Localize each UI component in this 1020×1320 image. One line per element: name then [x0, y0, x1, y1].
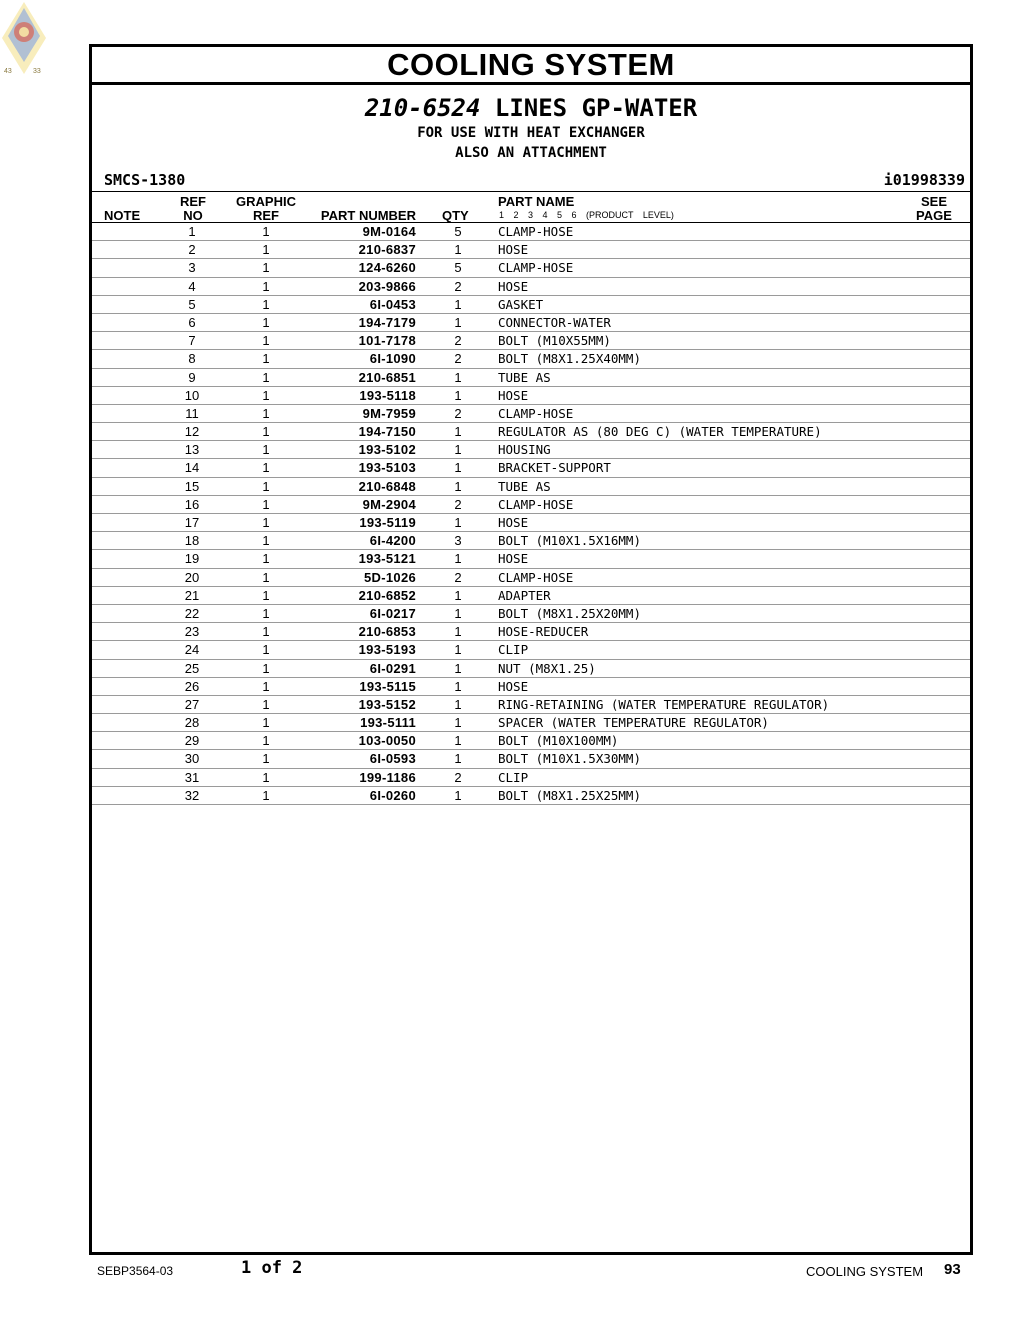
table-row: [92, 641, 970, 659]
part-number: 194-7179: [358, 314, 416, 330]
graphic-ref: 1: [262, 333, 270, 349]
ref-no: 7: [188, 333, 196, 349]
part-name: CLAMP-HOSE: [498, 260, 574, 276]
quantity: 3: [454, 533, 462, 549]
quantity: 1: [454, 624, 462, 640]
table-row: [92, 350, 970, 368]
part-name: HOSE: [498, 678, 529, 694]
part-number: 9M-7959: [362, 405, 416, 421]
quantity: 1: [454, 605, 462, 621]
logo-number-right: 33: [33, 68, 41, 75]
quantity: 1: [454, 551, 462, 567]
part-name: BOLT (M8X1.25X20MM): [498, 605, 641, 621]
graphic-ref: 1: [262, 478, 270, 494]
table-header: [92, 191, 970, 223]
header-qty: QTY: [442, 208, 469, 223]
ref-no: 1: [188, 224, 196, 239]
graphic-ref: 1: [262, 424, 270, 440]
table-row: [92, 569, 970, 587]
header-part-number: PART NUMBER: [320, 208, 416, 223]
ref-no: 2: [188, 242, 196, 258]
part-number: 124-6260: [358, 260, 416, 276]
ref-no: 18: [184, 533, 200, 549]
quantity: 1: [454, 678, 462, 694]
part-name: SPACER (WATER TEMPERATURE REGULATOR): [498, 715, 769, 731]
graphic-ref: 1: [262, 660, 270, 676]
part-number: 9M-0164: [362, 224, 416, 239]
ref-no: 4: [188, 278, 196, 294]
table-row: [92, 296, 970, 314]
group-heading: [92, 93, 970, 163]
doc-number: SEBP3564-03: [97, 1264, 174, 1278]
part-name: BOLT (M10X55MM): [498, 333, 611, 349]
quantity: 1: [454, 733, 462, 749]
part-name: CLIP: [498, 642, 529, 658]
header-see-top: SEE: [920, 194, 947, 209]
graphic-ref: 1: [262, 460, 270, 476]
table-row: [92, 223, 970, 241]
graphic-ref: 1: [262, 715, 270, 731]
ref-no: 31: [184, 769, 200, 785]
part-number: 203-9866: [358, 278, 416, 294]
quantity: 1: [454, 242, 462, 258]
ref-no: 15: [184, 478, 200, 494]
quantity: 1: [454, 296, 462, 312]
part-name: HOSE: [498, 515, 529, 530]
graphic-ref: 1: [262, 369, 270, 385]
part-name: CLAMP-HOSE: [498, 405, 574, 421]
footer-section: COOLING SYSTEM: [806, 1264, 924, 1279]
quantity: 1: [454, 424, 462, 440]
ref-no: 10: [184, 387, 200, 403]
page-number: 93: [944, 1261, 961, 1278]
part-number: 210-6851: [358, 369, 416, 385]
publisher-logo: [0, 0, 48, 78]
part-number: 210-6853: [358, 624, 416, 640]
table-row: [92, 459, 970, 477]
ref-no: 24: [184, 642, 200, 658]
ref-no: 29: [184, 733, 200, 749]
group-note-1: FOR USE WITH HEAT EXCHANGER: [417, 125, 645, 141]
part-name: BOLT (M10X1.5X30MM): [498, 751, 641, 767]
ref-no: 23: [184, 624, 200, 640]
group-note-2: ALSO AN ATTACHMENT: [455, 145, 607, 161]
graphic-ref: 1: [262, 442, 270, 458]
quantity: 2: [454, 351, 462, 367]
graphic-ref: 1: [262, 769, 270, 785]
part-number: 210-6852: [358, 587, 416, 603]
ref-no: 3: [188, 260, 196, 276]
ref-no: 14: [184, 460, 200, 476]
table-row: [92, 241, 970, 259]
graphic-ref: 1: [262, 733, 270, 749]
ref-no: 32: [184, 787, 200, 803]
graphic-ref: 1: [262, 587, 270, 603]
graphic-ref: 1: [262, 605, 270, 621]
graphic-ref: 1: [262, 751, 270, 767]
quantity: 2: [454, 405, 462, 421]
graphic-ref: 1: [262, 496, 270, 512]
part-name: HOSE: [498, 551, 529, 567]
part-number: 6I-0260: [369, 787, 416, 803]
table-row: [92, 678, 970, 696]
smcs-code: SMCS-1380: [104, 171, 186, 189]
part-name: HOSE: [498, 278, 529, 294]
ref-no: 21: [184, 587, 200, 603]
part-name: TUBE AS: [498, 369, 551, 385]
table-row: [92, 623, 970, 641]
group-title-line: [92, 93, 970, 123]
ref-no: 16: [184, 496, 200, 512]
graphic-ref: 1: [262, 242, 270, 258]
ref-no: 28: [184, 715, 200, 731]
table-row: [92, 532, 970, 550]
graphic-ref: 1: [262, 314, 270, 330]
graphic-ref: 1: [262, 569, 270, 585]
group-part-number: 210-6524: [364, 94, 481, 122]
table-row: [92, 605, 970, 623]
table-row: [92, 496, 970, 514]
table-row: [92, 441, 970, 459]
graphic-ref: 1: [262, 296, 270, 312]
part-name: TUBE AS: [498, 478, 551, 494]
quantity: 2: [454, 496, 462, 512]
part-number: 6I-0291: [369, 660, 416, 676]
part-number: 101-7178: [358, 333, 416, 349]
illustration-id: i01998339: [883, 171, 965, 189]
quantity: 2: [454, 333, 462, 349]
part-number: 193-5103: [358, 460, 416, 476]
part-name: HOSE-REDUCER: [498, 624, 589, 640]
part-number: 199-1186: [359, 769, 416, 785]
part-number: 194-7150: [358, 424, 416, 440]
quantity: 1: [454, 478, 462, 494]
graphic-ref: 1: [262, 224, 270, 239]
table-row: [92, 750, 970, 768]
table-row: [92, 423, 970, 441]
part-number: 193-5118: [359, 387, 416, 403]
graphic-ref: 1: [262, 551, 270, 567]
table-row: [92, 550, 970, 568]
part-name: BOLT (M10X1.5X16MM): [498, 533, 641, 549]
quantity: 5: [454, 260, 462, 276]
table-row: [92, 660, 970, 678]
quantity: 1: [454, 442, 462, 458]
part-name: CLAMP-HOSE: [498, 496, 574, 512]
quantity: 1: [454, 660, 462, 676]
table-row: [92, 259, 970, 277]
quantity: 1: [454, 314, 462, 330]
header-ref-top: REF: [180, 194, 206, 209]
table-row: [92, 787, 970, 805]
graphic-ref: 1: [262, 405, 270, 421]
logo-number-left: 43: [4, 68, 12, 75]
ref-no: 11: [185, 405, 199, 421]
part-name: NUT (M8X1.25): [498, 660, 596, 676]
header-graphic-bottom: REF: [253, 208, 279, 223]
ref-no: 5: [188, 296, 196, 312]
table-row: [92, 387, 970, 405]
part-name: REGULATOR AS (80 DEG C) (WATER TEMPERATURE): [498, 424, 822, 440]
section-title: COOLING SYSTEM: [92, 47, 970, 85]
table-row: [92, 514, 970, 532]
part-number: 6I-0593: [369, 751, 416, 767]
graphic-ref: 1: [262, 260, 270, 276]
part-number: 193-5115: [359, 678, 416, 694]
quantity: 1: [454, 787, 462, 803]
ref-no: 12: [184, 424, 200, 440]
ref-no: 9: [188, 369, 196, 385]
part-number: 5D-1026: [364, 569, 416, 585]
graphic-ref: 1: [262, 387, 270, 403]
part-name: CLAMP-HOSE: [498, 569, 574, 585]
ref-no: 20: [184, 569, 200, 585]
header-ref-bottom: NO: [183, 208, 203, 223]
header-graphic-top: GRAPHIC: [236, 194, 296, 209]
part-name: BOLT (M8X1.25X25MM): [498, 787, 641, 803]
page-footer: [0, 1256, 1020, 1286]
part-name: BRACKET-SUPPORT: [498, 460, 611, 476]
ref-no: 6: [188, 314, 196, 330]
part-number: 6I-0453: [369, 296, 416, 312]
table-row: [92, 278, 970, 296]
quantity: 1: [454, 587, 462, 603]
ref-no: 27: [184, 696, 200, 712]
quantity: 1: [454, 460, 462, 476]
part-number: 193-5193: [358, 642, 416, 658]
ref-no: 17: [184, 515, 200, 530]
quantity: 2: [454, 569, 462, 585]
table-row: [92, 769, 970, 787]
graphic-ref: 1: [262, 278, 270, 294]
header-product-level: 1 2 3 4 5 6 (PRODUCT LEVEL): [499, 210, 674, 220]
table-row: [92, 478, 970, 496]
graphic-ref: 1: [262, 787, 270, 803]
part-name: BOLT (M10X100MM): [498, 733, 619, 749]
header-see-bottom: PAGE: [916, 208, 952, 223]
header-part-name: PART NAME: [498, 194, 575, 209]
part-name: BOLT (M8X1.25X40MM): [498, 351, 641, 367]
graphic-ref: 1: [262, 515, 270, 530]
quantity: 1: [454, 715, 462, 731]
part-number: 6I-4200: [369, 533, 416, 549]
quantity: 1: [454, 387, 462, 403]
parts-table-body: [92, 223, 970, 805]
quantity: 1: [454, 369, 462, 385]
ref-no: 30: [184, 751, 200, 767]
part-number: 193-5119: [359, 515, 416, 530]
table-row: [92, 332, 970, 350]
part-name: HOUSING: [498, 442, 551, 458]
quantity: 2: [454, 278, 462, 294]
part-number: 210-6848: [358, 478, 416, 494]
parts-page-frame: [89, 44, 973, 1255]
part-number: 193-5111: [360, 715, 416, 731]
part-number: 193-5152: [358, 696, 416, 712]
ref-no: 19: [184, 551, 200, 567]
graphic-ref: 1: [262, 642, 270, 658]
part-name: RING-RETAINING (WATER TEMPERATURE REGULATOR): [498, 696, 830, 712]
ref-no: 26: [184, 678, 200, 694]
ref-no: 13: [184, 442, 200, 458]
table-row: [92, 696, 970, 714]
part-number: 193-5121: [358, 551, 416, 567]
table-row: [92, 369, 970, 387]
page-of-count: 1 of 2: [241, 1258, 303, 1278]
quantity: 2: [454, 769, 462, 785]
smcs-row: [92, 169, 970, 191]
group-name: LINES GP-WATER: [494, 94, 698, 122]
table-row: [92, 732, 970, 750]
graphic-ref: 1: [262, 696, 270, 712]
ref-no: 22: [184, 605, 200, 621]
table-row: [92, 587, 970, 605]
part-name: HOSE: [498, 242, 529, 258]
ref-no: 25: [184, 660, 200, 676]
graphic-ref: 1: [262, 533, 270, 549]
part-name: GASKET: [498, 296, 544, 312]
ref-no: 8: [188, 351, 196, 367]
part-name: HOSE: [498, 387, 529, 403]
graphic-ref: 1: [262, 351, 270, 367]
part-name: CONNECTOR-WATER: [498, 314, 611, 330]
part-number: 210-6837: [358, 242, 416, 258]
graphic-ref: 1: [262, 624, 270, 640]
table-row: [92, 405, 970, 423]
part-name: CLAMP-HOSE: [498, 224, 574, 239]
graphic-ref: 1: [262, 678, 270, 694]
header-note: NOTE: [104, 208, 141, 223]
part-name: CLIP: [498, 769, 529, 785]
quantity: 1: [454, 751, 462, 767]
part-number: 6I-1090: [369, 351, 416, 367]
quantity: 1: [454, 642, 462, 658]
quantity: 1: [454, 696, 462, 712]
quantity: 1: [454, 515, 462, 530]
part-number: 193-5102: [358, 442, 416, 458]
table-row: [92, 714, 970, 732]
part-number: 9M-2904: [362, 496, 416, 512]
quantity: 5: [454, 224, 462, 239]
part-name: ADAPTER: [498, 587, 551, 603]
part-number: 6I-0217: [369, 605, 416, 621]
part-number: 103-0050: [358, 733, 416, 749]
table-row: [92, 314, 970, 332]
